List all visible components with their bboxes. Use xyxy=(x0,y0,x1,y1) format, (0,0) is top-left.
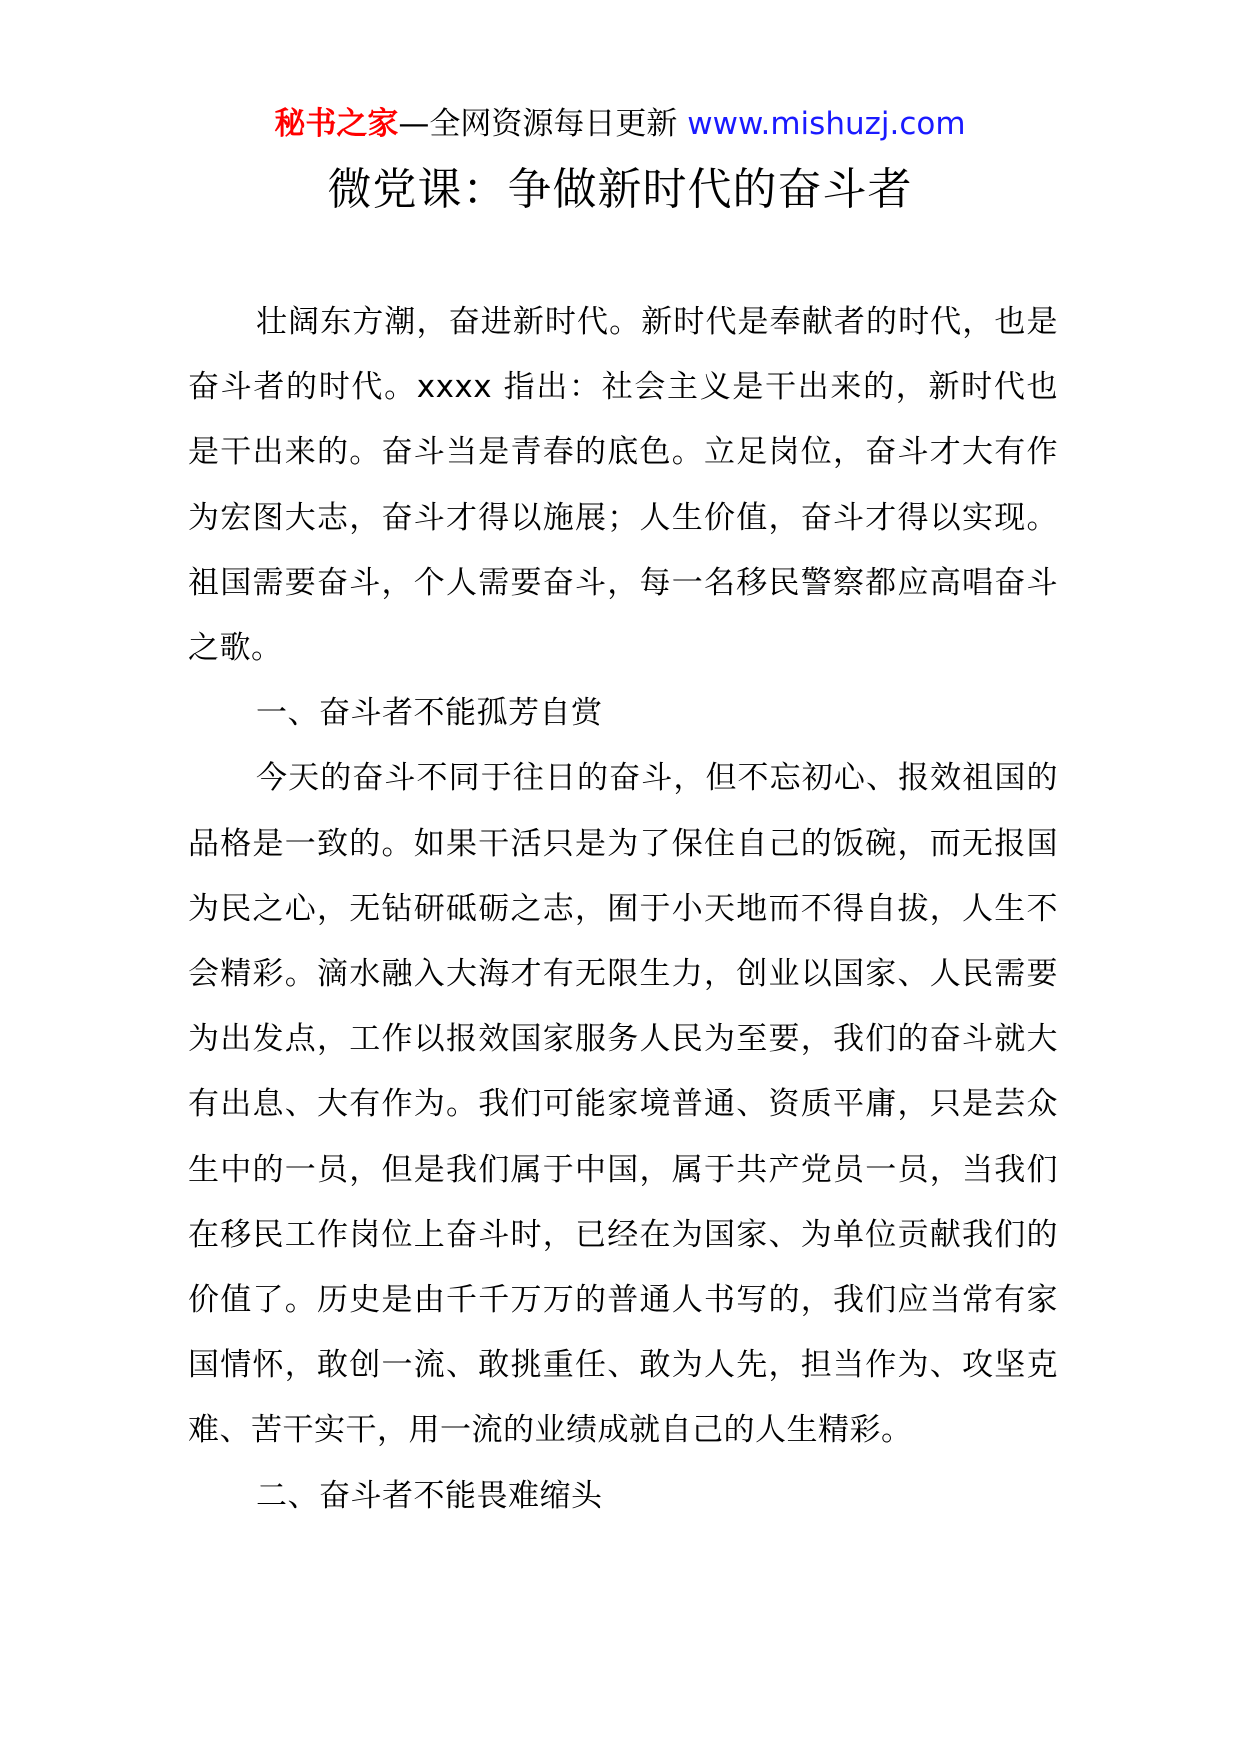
section-heading: 一、奋斗者不能孤芳自赏 xyxy=(256,695,603,732)
brand-name: 秘书之家 xyxy=(274,106,399,142)
body-paragraph: 今天的奋斗不同于往日的奋斗，但不忘初心、报效祖国的品格是一致的。如果干活只是为了保住自己的饭碗，而无报国为民之心，无钻研砥砺之志，囿于小天地而不得自拔，人生不会精彩。滴水融入大海才有无限生力，创业以国家、人民需要为出发点，工作以报效国家服务人民为至要，我们的奋斗就大有出息、大有作为。我们可能家境普通、资质平庸，只是芸众生中的一员，但是我们属于中国，属于共产党员一员，当我们在移民工作岗位上奋斗时，已经在为国家、为单位贡献我们的价值了。历史是由千千万万的普通人书写的，我们应当常有家国情怀，敢创一流、敢挑重任、敢为人先，担当作为、攻坚克难、苦干实干，用一流的业绩成就自己的人生精彩。 xyxy=(188,760,1058,1449)
document-body xyxy=(188,290,1058,1529)
body-paragraph: 壮阔东方潮，奋进新时代。新时代是奉献者的时代，也是奋斗者的时代。xxxx 指出：社会主义是干出来的，新时代也是干出来的。奋斗当是青春的底色。立足岗位，奋斗才大有作为宏图大志，奋斗才得以施展；人生价值，奋斗才得以实现。祖国需要奋斗，个人需要奋斗，每一名移民警察都应高唱奋斗之歌。 xyxy=(188,304,1058,667)
header-tagline: —全网资源每日更新 xyxy=(398,106,678,142)
section-heading: 二、奋斗者不能畏难缩头 xyxy=(256,1477,603,1514)
document-title: 微党课：争做新时代的奋斗者 xyxy=(327,164,913,215)
site-header xyxy=(0,102,1240,146)
site-url-link[interactable]: www.mishuzj.com xyxy=(687,106,966,142)
